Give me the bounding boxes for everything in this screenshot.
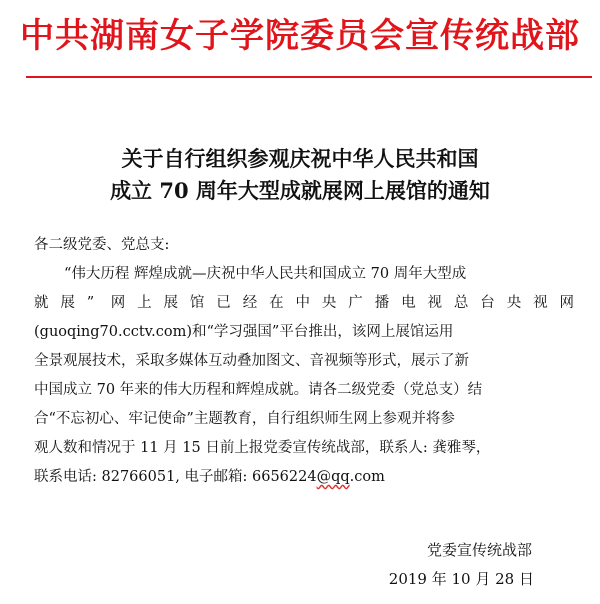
body-line-4: 全景观展技术，采取多媒体互动叠加图文、音视频等形式，展示了新 xyxy=(34,353,469,369)
notice-title-line-1: 关于自行组织参观庆祝中华人民共和国 xyxy=(121,146,479,171)
notice-title-line-2: 成立 70 周年大型成就展网上展馆的通知 xyxy=(110,178,490,203)
body-line-5: 中国成立 70 年来的伟大历程和辉煌成就。请各二级党委（党总支）结 xyxy=(34,382,483,398)
email-domain-spellcheck-mark: @qq xyxy=(316,469,350,485)
body-line-2: 就展” 网上展馆已经在中央广播电视总台央视网 xyxy=(34,295,574,311)
notice-body xyxy=(34,231,574,492)
signoff-department: 党委宣传统战部 xyxy=(426,541,532,559)
body-line-7: 观人数和情况于 11 月 15 日前上报党委宣传统战部，联系人: 龚雅琴， xyxy=(34,440,491,456)
body-line-8: 联系电话: 82766051, 电子邮箱: 6656224@qq.com xyxy=(34,469,385,485)
header-red-rule xyxy=(26,76,592,78)
issuer-header: 中共湖南女子学院委员会宣传统战部 xyxy=(20,16,580,56)
body-line-3: (guoqing70.cctv.com)和“学习强国”平台推出，该网上展馆运用 xyxy=(34,324,454,340)
body-line-6: 合“不忘初心、牢记使命”主题教育，自行组织师生网上参观并将参 xyxy=(34,411,455,427)
body-line-1: “伟大历程 辉煌成就—庆祝中华人民共和国成立 70 周年大型成 xyxy=(64,266,467,282)
salutation: 各二级党委、党总支: xyxy=(34,237,170,253)
signoff-date: 2019 年 10 月 28 日 xyxy=(388,570,534,588)
